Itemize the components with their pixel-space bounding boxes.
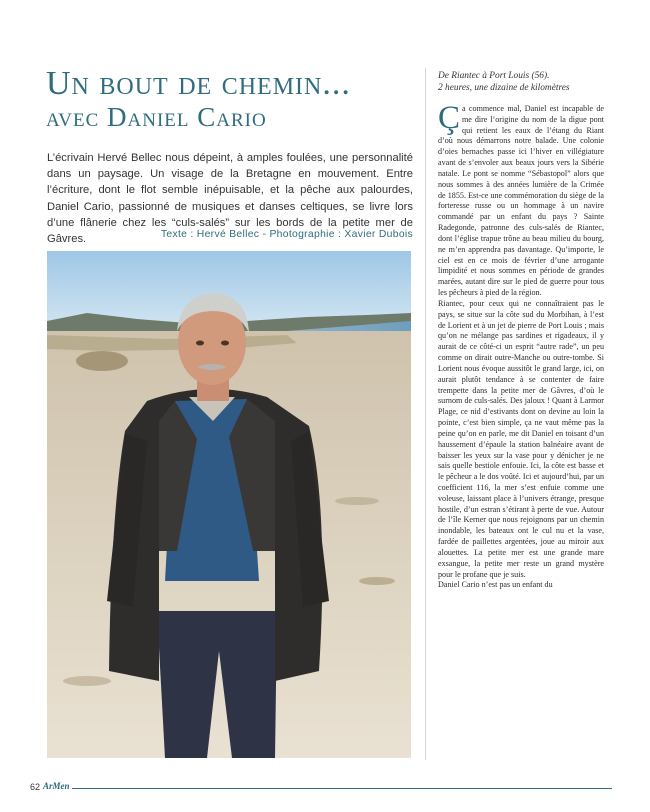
page-number: 62 [30,782,41,792]
body-paragraph-3: Daniel Cario n’est pas un enfant du [438,580,553,590]
body-paragraph-1-text: a commence mal, Daniel est incapable de me dire l’origine du nom de la digue pont qui retient les eaux de l’étang du Riant d’où nous démarrons notre balade. Une colonie d’oies bernaches passe ici l’hiver en villégiature avant de s’envoler aux beaux jours vers la Sibérie natale. Le pont se nomme “Sébastopol” alors que nous sommes à des années lumière de la Crimée de 1855. Est-ce une commémoration du siège de la forteresse russe ou un hommage à un navire commandé par un enfant du pays ? Sainte Radegonde, patronne des culs-salés de Riantec, dont l’église trapue trône au beau milieu du bourg, ne m’en apprendra pas davantage. Qu’importe, le ciel est en ce mois de février d’une arrogante limpidité et nous sommes en période de grandes marées, autant dire sur le pied de guerre pour tous les pêcheurs à pied de la région. [438,104,604,298]
drop-cap: Ç [438,104,461,136]
page-footer [0,782,650,802]
magazine-name: ArMen [43,781,70,791]
caption-line-1: De Riantec à Port Louis (56). [438,71,550,81]
column-divider [425,68,426,760]
article-body [438,104,604,756]
footer-rule [72,788,612,789]
title-line-2: avec Daniel Cario [46,102,267,132]
portrait-illustration [47,251,411,758]
intro-paragraph: L’écrivain Hervé Bellec nous dépeint, à amples foulées, une personnalité dans un paysage. Un visage de la Bretagne en mouvement. Entre l’écriture, dont le flot semble inépuisable, et la pêche aux palourdes, Daniel Cario, passionné de musiques et danses celtiques, se livre lors d’une flânerie chez les “culs-salés” sur les bords de la petite mer de Gâvres. [47,152,413,246]
portrait-photo [47,251,411,758]
body-paragraph-1 [438,104,604,299]
route-caption [438,70,606,94]
photo-text-credit: Texte : Hervé Bellec - Photographie : Xavier Dubois [160,229,413,240]
caption-line-2: 2 heures, une dizaine de kilomètres [438,83,570,93]
body-paragraph-2: Riantec, pour ceux qui ne connaîtraient pas le pays, se situe sur la côte sud du Morbihan, à l’est de Lorient et à un jet de pierre de Port Louis ; mais qu’on ne mélange pas sardines et rigadeaux, il y aurait de ce côté-ci un esprit “autre rade”, un peu comme on dirait outre-Manche ou outre-tombe. Si Lorient nous évoque aussitôt le grand large, ici, on aurait plutôt tendance à se contenter de faire trempette dans la petite mer de Gâvres, d’où le surnom de culs-salés. Des jaloux ! Quant à Larmor Plage, ce nid d’estivants dont on devine au loin la pointe, c’est bien simple, ça ne vaut même pas la peine qu’on en parle, me dit Daniel en toisant d’un haussement d’épaule la station balnéaire avant de baisser les yeux sur la vase pour y dénicher je ne sais quelle bestiole enfouie. Ici, la côte est basse et le pêcheur a le dos voûté. Ici et aujourd’hui, par un coefficient 116, la mer s’est enfuie comme une voleuse, laissant place à l’univers étrange, presque hostile, d’un estran s’étirant à perte de vue. Autour de l’île Kerner que nous rejoignons par un chemin inondable, les bateaux ont le cul nu et la vase, fardée de paillettes argentées, joue au miroir aux alouettes. La petite mer est une grande mare exsangue, la petite mer reste un grand mystère pour le profane que je suis. [438,298,604,579]
title-line-1: Un bout de chemin... [46,65,351,102]
article-title [46,66,426,132]
